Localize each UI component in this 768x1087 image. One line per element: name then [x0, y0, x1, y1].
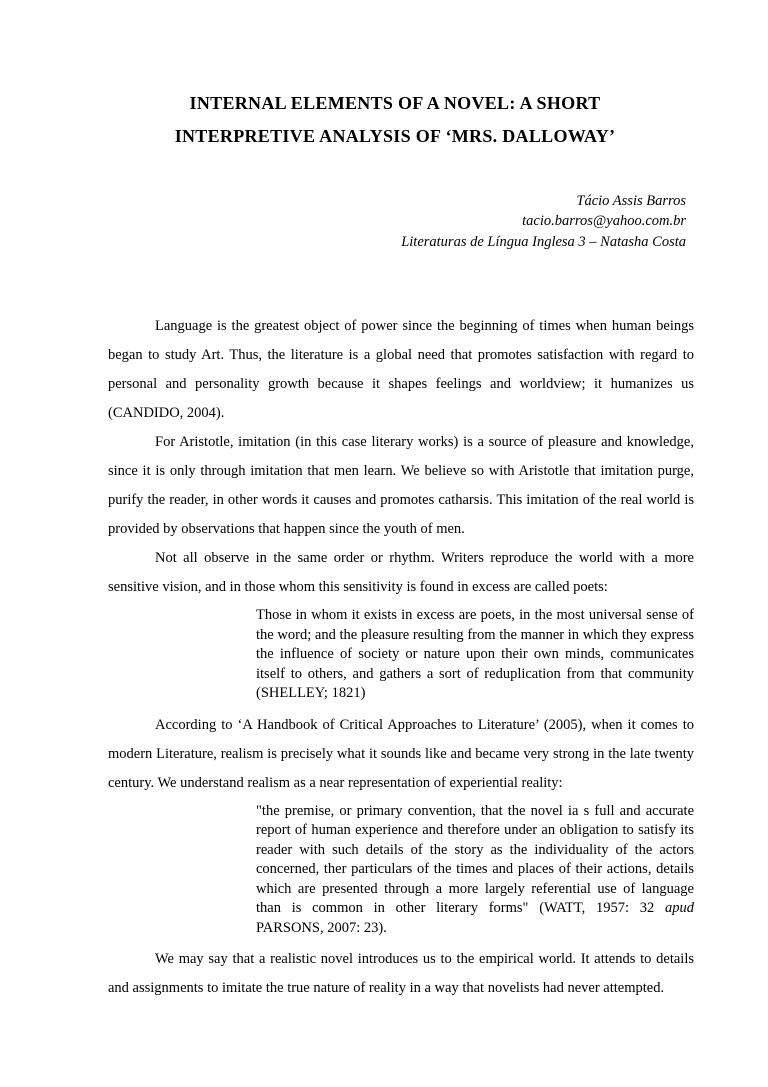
course-info: Literaturas de Língua Inglesa 3 – Natasha Costa: [401, 234, 686, 250]
quote-watt-main: "the premise, or primary convention, that the novel ia s full and accurate report of human experience and therefore under an obligation to satisfy its reader with such details of the story as the individuality of the actors concerned, ther particulars of the times and places of their actions, details which are presented through a more largely referential use of language than is common in other literary forms" (WATT, 1957: 32: [256, 802, 694, 916]
paragraph-1: Language is the greatest object of power since the beginning of times when human beings began to study Art. Thus, the literature is a global need that promotes satisfaction with regard to personal and personality growth because it shapes feelings and worldview; it humanizes us (CANDIDO, 2004).: [108, 318, 694, 421]
paragraph-5: We may say that a realistic novel introduces us to the empirical world. It attends to details and assignments to imitate the true nature of reality in a way that novelists had never attempted.: [108, 951, 694, 996]
paragraph-4: According to ‘A Handbook of Critical Approaches to Literature’ (2005), when it comes to modern Literature, realism is precisely what it sounds like and became very strong in the late twenty century. We understand realism as a near representation of experiential reality:: [108, 716, 694, 791]
quote-watt-apud: apud: [665, 900, 694, 916]
quote-watt-tail: PARSONS, 2007: 23).: [256, 919, 387, 936]
title-line-2: INTERPRETIVE ANALYSIS OF ‘MRS. DALLOWAY’: [174, 126, 616, 146]
block-quote-shelley: Those in whom it exists in excess are poets, in the most universal sense of the word; and the pleasure resulting from the manner in which they express the influence of society or nature upon their own minds, communicates itself to others, and gathers a sort of reduplication from that community (SHELLEY; 1821): [256, 607, 694, 701]
author-email: tacio.barros@yahoo.com.br: [522, 213, 686, 229]
paragraph-2: For Aristotle, imitation (in this case literary works) is a source of pleasure and knowledge, since it is only through imitation that men learn. We believe so with Aristotle that imitation purge, purify the reader, in other words it causes and promotes catharsis. This imitation of the real world is provided by observations that happen since the youth of men.: [108, 434, 694, 537]
author-name: Tácio Assis Barros: [576, 193, 686, 209]
title-line-1: INTERNAL ELEMENTS OF A NOVEL: A SHORT: [189, 93, 601, 113]
body-text: [108, 312, 694, 1003]
block-quote-watt: [256, 802, 694, 939]
paragraph-3: Not all observe in the same order or rhythm. Writers reproduce the world with a more sensitive vision, and in those whom this sensitivity is found in excess are called poets:: [108, 550, 694, 595]
